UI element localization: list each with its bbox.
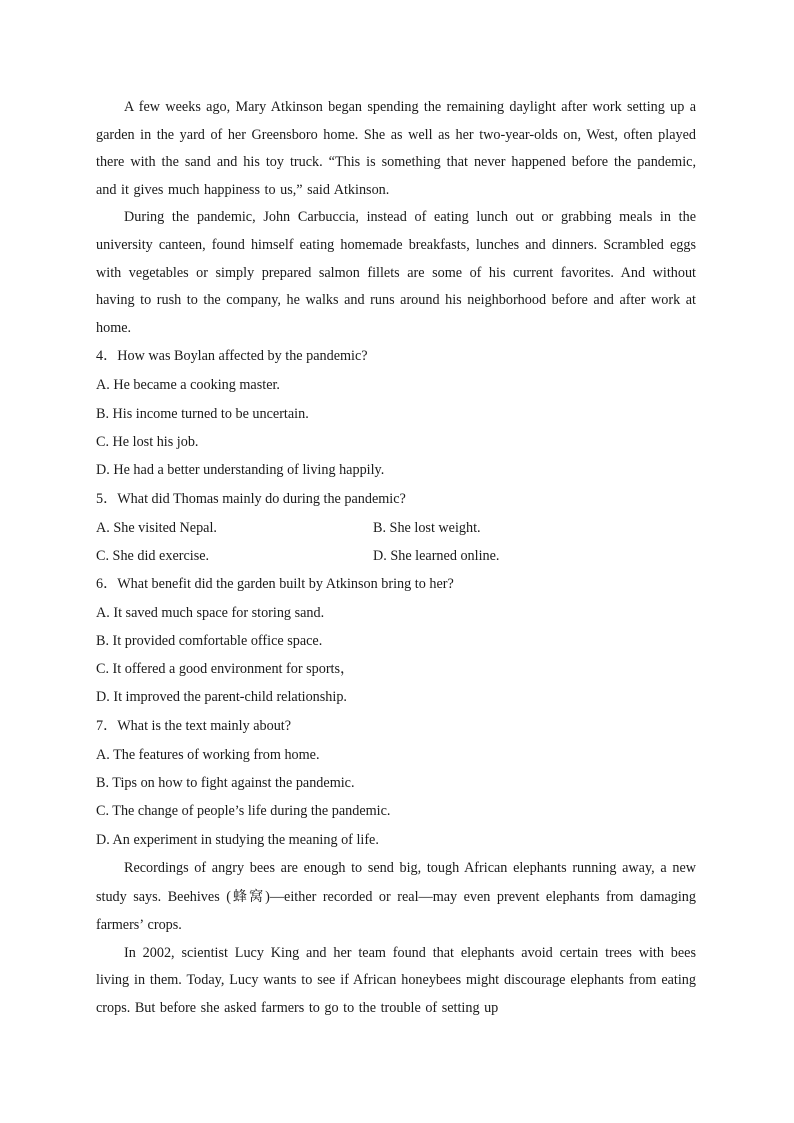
question-4-stem: 4．How was Boylan affected by the pandemic? <box>96 348 368 365</box>
question-4-option-a: A. He became a cooking master. <box>96 377 280 394</box>
question-6-option-d: D. It improved the parent-child relationship. <box>96 689 347 706</box>
question-4-option-b: B. His income turned to be uncertain. <box>96 405 309 422</box>
question-4-option-c: C. He lost his job. <box>96 433 199 450</box>
passage-paragraph-2: During the pandemic, John Carbuccia, instead of eating lunch out or grabbing meals in the university canteen, found himself eating homemade breakfasts, lunches and dinners. Scrambled eggs with vegetables or simply prepared salmon fillets are some of his current favorites. And without having to rush to the company, he walks and runs around his neighborhood before and after work at home. <box>96 209 696 336</box>
question-6-option-b: B. It provided comfortable office space. <box>96 632 323 649</box>
question-5-option-c: C. She did exercise. <box>96 547 210 564</box>
question-4-option-d: D. He had a better understanding of living happily. <box>96 462 385 479</box>
question-6-stem: 6．What benefit did the garden built by Atkinson bring to her? <box>96 575 454 592</box>
question-7-option-b: B. Tips on how to fight against the pandemic. <box>96 775 355 792</box>
passage-paragraph-1: A few weeks ago, Mary Atkinson began spending the remaining daylight after work setting up a garden in the yard of her Greensboro home. She as well as her two-year-olds on, West, often played there with the sand and his toy truck. “This is something that never happened before the pandemic, and it gives much happiness to us,” said Atkinson. <box>96 99 696 198</box>
question-5-option-a: A. She visited Nepal. <box>96 519 217 536</box>
passage2-paragraph-1: Recordings of angry bees are enough to send big, tough African elephants running away, a new study says. Beehives (蜂窝)—either recorded or real—may even prevent elephants from damaging farmers’ crops. <box>96 859 696 934</box>
question-5-options-row-2 <box>96 542 696 570</box>
question-5-stem: 5．What did Thomas mainly do during the pandemic? <box>96 490 406 507</box>
question-5-option-b: B. She lost weight. <box>373 519 481 536</box>
question-7-option-d: D. An experiment in studying the meaning of life. <box>96 831 379 848</box>
question-6-option-a: A. It saved much space for storing sand. <box>96 604 325 621</box>
question-5-option-d: D. She learned online. <box>373 547 500 564</box>
document-page <box>96 94 696 1023</box>
question-7-option-c: C. The change of people’s life during the pandemic. <box>96 803 391 820</box>
question-6-option-c: C. It offered a good environment for sports， <box>96 661 355 678</box>
passage2-paragraph-2: In 2002, scientist Lucy King and her team found that elephants avoid certain trees with bees living in them. Today, Lucy wants to see if African honeybees might discourage elephants from eating crops. But before she asked farmers to go to the trouble of setting up <box>96 944 696 1017</box>
question-5-options-row-1 <box>96 514 696 542</box>
question-7-option-a: A. The features of working from home. <box>96 746 320 763</box>
question-7-stem: 7．What is the text mainly about? <box>96 717 292 734</box>
